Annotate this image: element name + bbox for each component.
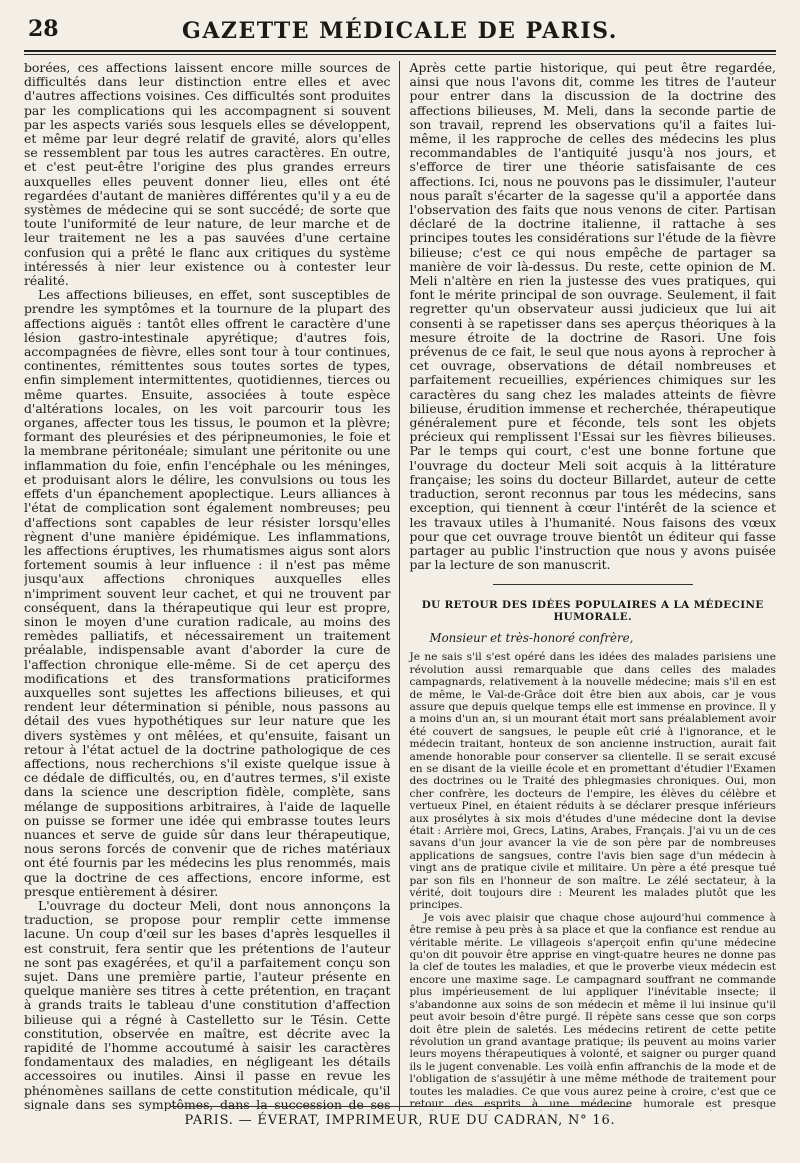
right-column bbox=[400, 61, 777, 1111]
header-rule bbox=[24, 50, 776, 55]
paragraph: Après cette partie historique, qui peut être regardée, ainsi que nous l'avons dit, comme les titres de l'auteur pour entrer dans la discussion de la doctrine des affections bilieuses, M. Meli, dans la seconde partie de son travail, reprend les observations qu'il a faites lui-même, il les rapproche de celles des médecins les plus recommandables de l'antiquité jusqu'à nos jours, et s'efforce de tirer une théorie satisfaisante de ces affections. Ici, nous ne pouvons pas le dissimuler, l'auteur nous paraît s'écarter de la sagesse qu'il a apportée dans l'observation des faits que nous venons de citer. Partisan déclaré de la doctrine italienne, il rattache à ses principes toutes les considérations sur l'étude de la fièvre bilieuse; c'est ce qui nous empêche de partager sa manière de voir là-dessus. Du reste, cette opinion de M. Meli n'altère en rien la justesse des vues pratiques, qui font le mérite principal de son ouvrage. Seulement, il fait regretter qu'un observateur aussi judicieux que lui ait consenti à se rapetisser dans ses aperçus théoriques à la mesure étroite de la doctrine de Rasori. Une fois prévenus de ce fait, le seul que nous ayons à reprocher à cet ouvrage, observations de détail nombreuses et parfaitement recueillies, expériences chimiques sur les caractères du sang chez les malades atteints de fièvre bilieuse, érudition immense et recherchée, thérapeutique généralement pure et féconde, tels sont les objets précieux qui remplissent l'Essai sur les fièvres bilieuses. Par le temps qui court, c'est une bonne fortune que l'ouvrage du docteur Meli soit acquis à la littérature française; les soins du docteur Billardet, auteur de cette traduction, seront reconnus par tous les médecins, sans exception, qui tiennent à cœur l'intérêt de la science et les travaux utiles à l'humanité. Nous faisons des vœux pour que cet ouvrage trouve bientôt un éditeur qui fasse partager au public l'instruction que nous y avons puisée par la lecture de son manuscrit. bbox=[409, 61, 776, 573]
letter-body bbox=[410, 651, 777, 1111]
letter-salutation: Monsieur et très-honoré confrère, bbox=[429, 631, 634, 646]
left-column bbox=[24, 61, 400, 1111]
section-divider bbox=[493, 584, 693, 585]
section-title: DU RETOUR DES IDÉES POPULAIRES A LA MÉDECINE HUMORALE. bbox=[421, 599, 764, 624]
letter-paragraph: Je ne sais s'il s'est opéré dans les idées des malades parisiens une révolution aussi remarquable que dans celles des malades campagnards, relativement à la nouvelle médecine; mais s'il en est de même, le Val-de-Grâce doit être bien aux abois, car je vous assure que depuis quelque temps elle est immense en province. Il y a moins d'un an, si un mourant était mort sans préalablement avoir été couvert de sangsues, le peuple eût crié à l'ignorance, et le médecin traitant, honteux de son ancienne instruction, aurait fait amende honorable pour conserver sa clientelle. Il se serait excusé en se disant de la vieille école et en promettant d'étudier l'Examen des doctrines ou le Traité des phlegmasies chroniques. Oui, mon cher confrère, les docteurs de l'empire, les élèves du célèbre et vertueux Pinel, en étaient réduits à se déclarer presque inférieurs aux prosélytes à six mois d'études d'une médecine dont la devise était : Arrière moi, Grecs, Latins, Arabes, Français. J'ai vu un de ces savans d'un jour avancer la vie de son père par de nombreuses applications de sangsues, contre l'avis bien sage d'un médecin à vingt ans de pratique civile et militaire. Un père a été presque tué par son fils en l'honneur de son maître. Le zélé sectateur, à la vérité, doit toujours dire : Meurent les malades plutôt que les principes. bbox=[409, 651, 776, 912]
footer-rule bbox=[170, 1106, 630, 1107]
page-number: 28 bbox=[28, 16, 59, 42]
page-title: GAZETTE MÉDICALE DE PARIS. bbox=[182, 18, 618, 44]
paragraph: borées, ces affections laissent encore mille sources de difficultés dans leur distinction entre elles et avec d'autres affections voisines. Ces difficultés sont produites par les complications qui les accompagnent si souvent par les aspects variés sous lesquels elles se développent, et même par leur degré relatif de gravité, alors qu'elles se ressemblent par tous les autres caractères. En outre, et c'est peut-être l'origine des plus grandes erreurs auxquelles elles peuvent donner lieu, elles ont été regardées d'autant de manières différentes qu'il y a eu de systèmes de médecine qui se sont succédé; de sorte que toute l'uniformité de leur nature, de leur marche et de leur traitement ne les a pas sauvées d'une certaine confusion qui a prêté le flanc aux critiques du système intéressés à nier leur existence ou à contester leur réalité. bbox=[24, 61, 391, 289]
page-header bbox=[24, 14, 776, 48]
two-column-body bbox=[24, 61, 776, 1111]
printer-imprint: PARIS. — ÉVERAT, IMPRIMEUR, RUE DU CADRAN, N° 16. bbox=[184, 1113, 616, 1128]
paragraph: Les affections bilieuses, en effet, sont susceptibles de prendre les symptômes et la tournure de la plupart des affections aiguës : tantôt elles offrent le caractère d'une lésion gastro-intestinale apyrétique; d'autres fois, accompagnées de fièvre, elles sont tour à tour continues, continentes, rémittentes sous toutes sortes de types, enfin simplement intermittentes, quotidiennes, tierces ou même quartes. Ensuite, associées à toute espèce d'altérations locales, on les voit parcourir tous les organes, affecter tous les tissus, le poumon et la plèvre; formant des pleurésies et des péripneumonies, le foie et la membrane péritonéale; simulant une péritonite ou une inflammation du foie, enfin l'encéphale ou les méninges, et produisant alors le délire, les convulsions ou tous les effets d'un épanchement apoplectique. Leurs alliances à l'état de complication sont également nombreuses; peu d'affections sont capables de leur résister lorsqu'elles règnent d'une manière épidémique. Les inflammations, les affections éruptives, les rhumatismes aigus sont alors fortement soumis à leur influence : il n'est pas même jusqu'aux affections chroniques auxquelles elles n'impriment souvent leur cachet, et qui ne trouvent par conséquent, dans la thérapeutique qui leur est propre, sinon le moyen d'une curation radicale, au moins des remèdes palliatifs, et nécessairement un traitement préalable, indispensable avant d'aborder la cure de l'affection chronique elle-même. Si de cet aperçu des modifications et des transformations praticiformes auxquelles sont sujettes les affections bilieuses, et qui rendent leur détermination si pénible, nous passons au détail des vues hypothétiques sur leur nature que les divers systèmes y ont mêlées, et qu'ensuite, faisant un retour à l'état actuel de la doctrine pathologique de ces affections, nous recherchions s'il existe quelque issue à ce dédale de difficultés, ou, en d'autres termes, s'il existe dans la science une description fidèle, complète, sans mélange de suppositions arbitraires, à l'aide de laquelle on puisse se former une idée qui embrasse toutes leurs nuances et serve de guide sûr dans leur thérapeutique, nous serons forcés de convenir que de riches matériaux ont été fournis par les médecins les plus renommés, mais que la doctrine de ces affections, encore informe, est presque entièrement à désirer. bbox=[24, 287, 391, 899]
paragraph: L'ouvrage du docteur Meli, dont nous annonçons la traduction, se propose pour remplir cette immense lacune. Un coup d'œil sur les bases d'après lesquelles il est construit, fera sentir que les prétentions de l'auteur ne sont pas exagérées, et qu'il a parfaitement conçu son sujet. Dans une première partie, l'auteur présente en quelque manière ses titres à cette prétention, en traçant à grands traits le tableau d'une constitution d'affection bilieuse qui a régné à Castelletto sur le Tésin. Cette constitution, observée en maître, est décrite avec la rapidité de l'homme accoutumé à saisir les caractères fondamentaux des maladies, en négligeant les détails accessoires ou inutiles. Ainsi il passe en revue les phénomènes saillans de cette constitution médicale, qu'il signale dans ses symptômes, dans la succession de ses bbox=[24, 897, 391, 1111]
letter-paragraph: Je vois avec plaisir que chaque chose aujourd'hui commence à être remise à peu près à sa place et que la confiance est rendue au véritable mérite. Le villageois s'aperçoit enfin qu'une médecine qu'on dit pouvoir être apprise en vingt-quatre heures ne donne pas la clef de toutes les maladies, et que le proverbe vieux médecin est encore une maxime sage. Le campagnard souffrant ne commande plus impérieusement de lui appliquer l'inévitable insecte; il s'abandonne aux soins de son médecin et même il lui insinue qu'il peut avoir besoin d'être purgé. Il répète sans cesse que son corps doit être plein de saletés. Les médecins retirent de cette petite révolution un grand avantage pratique; ils peuvent au moins varier leurs moyens thérapeutiques à volonté, et saigner ou purger quand ils le jugent convenable. Les voilà enfin affranchis de la mode et de l'obligation de s'assujétir à une même méthode de traitement pour toutes les maladies. Ce que vous aurez peine à croire, c'est que ce retour des esprits à une médecine humorale est presque bbox=[409, 911, 776, 1110]
